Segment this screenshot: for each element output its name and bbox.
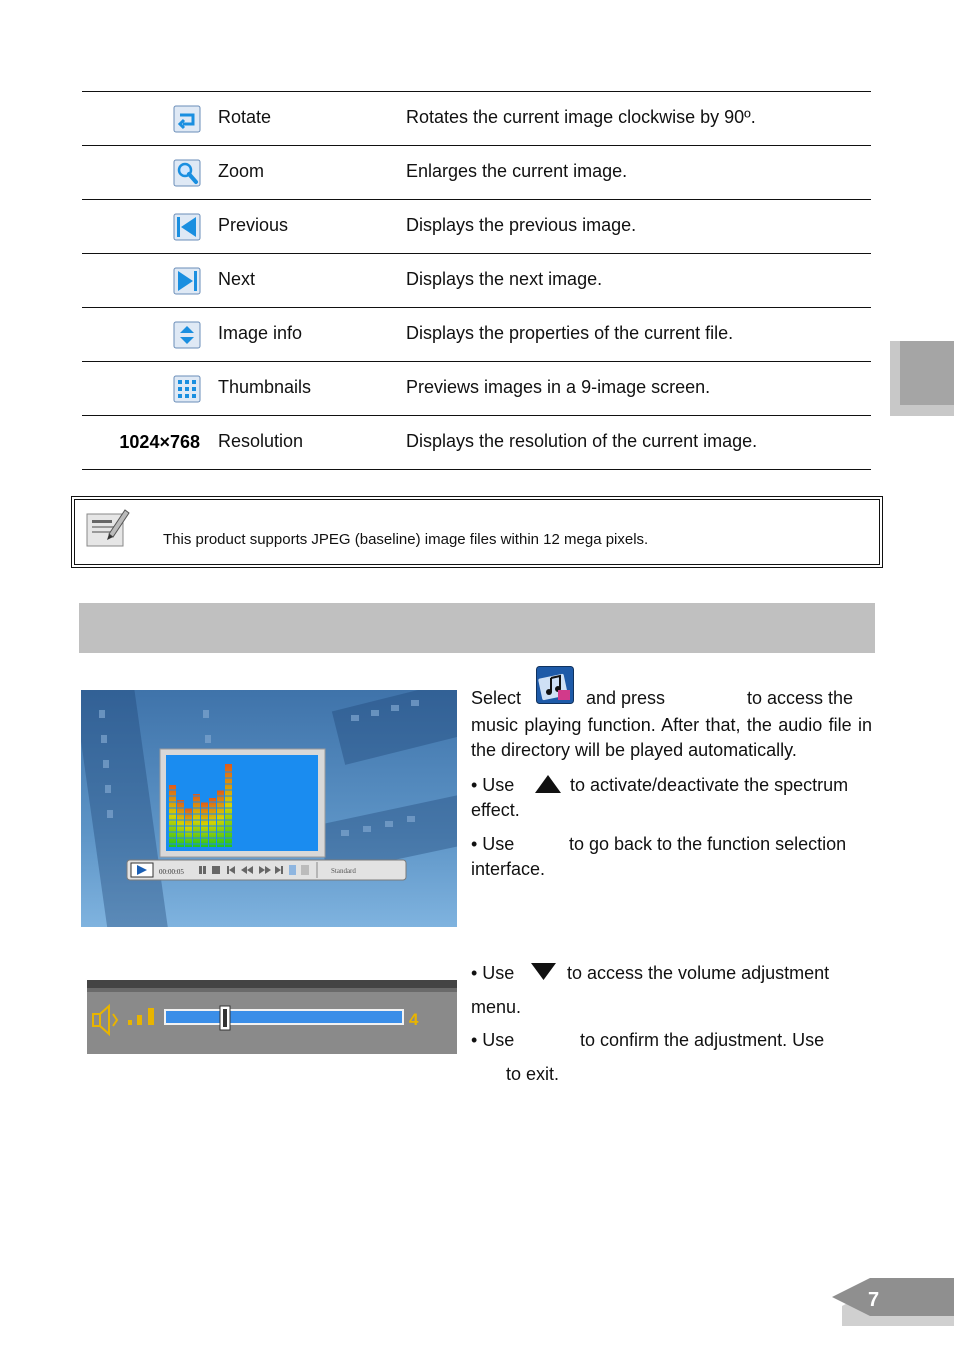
table-row	[82, 91, 871, 145]
function-table	[82, 91, 871, 470]
table-row	[82, 145, 871, 199]
function-desc: Enlarges the current image.	[406, 161, 628, 181]
note-box	[71, 496, 883, 568]
table-row	[82, 361, 871, 415]
previous-icon	[173, 213, 201, 241]
function-desc: Displays the previous image.	[406, 215, 637, 235]
volume-line2: menu.	[471, 997, 522, 1017]
resolution-label: 1024×768	[119, 432, 200, 452]
zoom-icon	[173, 159, 201, 187]
function-name: Resolution	[218, 431, 304, 451]
thumbnails-icon	[173, 375, 201, 403]
next-icon	[173, 267, 201, 295]
music-and-press: and press	[586, 688, 666, 708]
bullet-use: • Use	[471, 963, 515, 983]
chapter-tab-inner	[900, 341, 954, 405]
music-app-icon	[536, 666, 574, 704]
function-name: Previous	[218, 215, 289, 235]
music-to-access: to access the	[747, 688, 854, 708]
function-desc: Rotates the current image clockwise by 90º.	[406, 107, 756, 127]
note-text: This product supports JPEG (baseline) image files within 12 mega pixels.	[163, 531, 649, 548]
rotate-icon	[173, 105, 201, 133]
page-number: 7	[868, 1289, 880, 1311]
function-desc: Displays the next image.	[406, 269, 603, 289]
player-mode: Standard	[331, 867, 356, 875]
up-arrow-icon	[534, 774, 562, 794]
function-desc: Displays the properties of the current file.	[406, 323, 734, 343]
music-player-screenshot	[81, 690, 457, 927]
page-number-tab	[832, 1278, 954, 1326]
table-row	[82, 307, 871, 361]
function-desc: Previews images in a 9-image screen.	[406, 377, 711, 397]
note-pencil-icon	[83, 506, 131, 550]
confirm-line2: to exit.	[506, 1064, 560, 1084]
function-name: Next	[218, 269, 256, 289]
volume-level-value: 4	[409, 1010, 419, 1029]
spectrum-line2: effect.	[471, 800, 520, 820]
confirm-line1: to confirm the adjustment. Use	[580, 1030, 825, 1050]
bullet-use: • Use	[471, 834, 515, 854]
function-desc: Displays the resolution of the current image.	[406, 431, 758, 451]
function-name: Thumbnails	[218, 377, 312, 397]
image-info-icon	[173, 321, 201, 349]
function-name: Zoom	[218, 161, 265, 181]
bullet-use: • Use	[471, 775, 515, 795]
music-paragraph: music playing function. After that, the audio file in the directory will be played automatically.	[471, 715, 872, 760]
table-row	[82, 253, 871, 307]
volume-screenshot	[87, 980, 457, 1054]
table-row	[82, 199, 871, 253]
music-select-word: Select	[471, 688, 522, 708]
back-line1: to go back to the function selection	[569, 834, 847, 854]
function-name: Image info	[218, 323, 303, 343]
bullet-use: • Use	[471, 1030, 515, 1050]
section-header-bar	[79, 603, 875, 653]
volume-line1: to access the volume adjustment	[567, 963, 830, 983]
function-name: Rotate	[218, 107, 272, 127]
spectrum-line1: to activate/deactivate the spectrum	[570, 775, 849, 795]
player-time: 00:00:05	[159, 868, 184, 876]
table-row	[82, 415, 871, 470]
back-line2: interface.	[471, 859, 546, 879]
down-arrow-icon	[530, 962, 557, 981]
